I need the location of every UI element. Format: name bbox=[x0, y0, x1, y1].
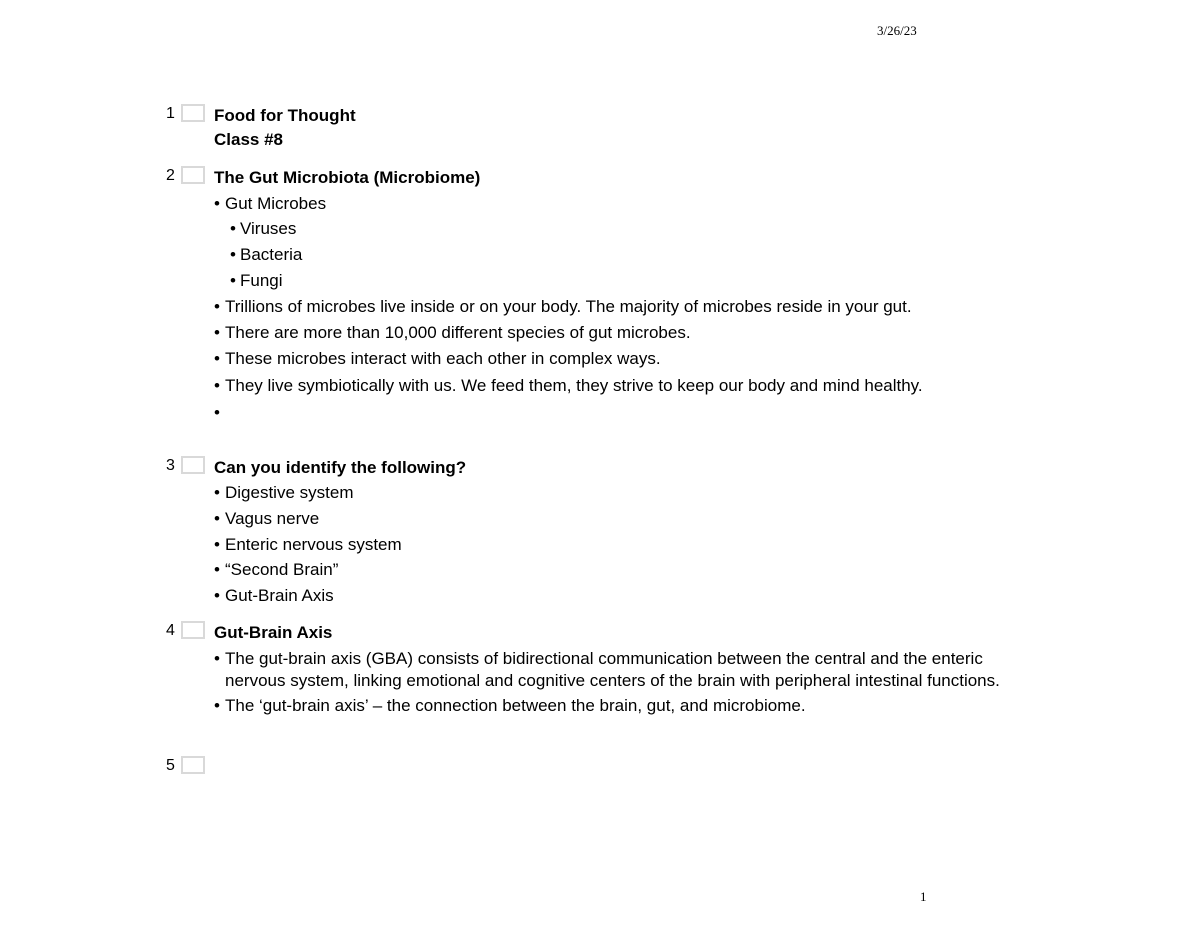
bullet-item bbox=[214, 193, 1034, 214]
bullet-text: There are more than 10,000 different species of gut microbes. bbox=[225, 323, 691, 342]
bullet-dot: • bbox=[214, 483, 220, 502]
slide-number: 5 bbox=[166, 757, 175, 774]
slide-thumbnail-box[interactable] bbox=[181, 456, 205, 474]
bullet-text: Fungi bbox=[240, 271, 283, 290]
slide-title: Can you identify the following? bbox=[214, 458, 467, 477]
slide-thumbnail-box[interactable] bbox=[181, 756, 205, 774]
bullet-item bbox=[214, 348, 1034, 369]
bullet-dot: • bbox=[214, 696, 220, 715]
bullet-item bbox=[214, 296, 1034, 317]
bullet-dot: • bbox=[230, 219, 236, 238]
bullet-text: Gut-Brain Axis bbox=[225, 586, 334, 605]
bullet-text: The ‘gut-brain axis’ – the connection between the brain, gut, and microbiome. bbox=[225, 696, 806, 715]
bullet-item bbox=[214, 695, 1034, 716]
sub-bullet-item bbox=[214, 270, 1034, 291]
slide-number: 1 bbox=[166, 105, 175, 122]
bullet-dot: • bbox=[214, 194, 220, 213]
bullet-dot: • bbox=[214, 649, 220, 668]
bullet-item bbox=[214, 374, 995, 398]
bullet-item bbox=[214, 648, 1040, 692]
slide-subtitle: Class #8 bbox=[214, 130, 283, 149]
bullet-dot: • bbox=[230, 245, 236, 264]
bullet-dot: • bbox=[214, 297, 220, 316]
bullet-text: Enteric nervous system bbox=[225, 535, 402, 554]
slide-number: 2 bbox=[166, 167, 175, 184]
slide-thumbnail-box[interactable] bbox=[181, 104, 205, 122]
bullet-dot: • bbox=[214, 403, 220, 422]
slide-number: 4 bbox=[166, 622, 175, 639]
sub-bullet-item bbox=[214, 218, 1034, 239]
bullet-text: They live symbiotically with us. We feed them, they strive to keep our body and mind healthy. bbox=[225, 376, 923, 395]
bullet-item bbox=[214, 322, 1034, 343]
bullet-dot: • bbox=[214, 376, 220, 395]
bullet-item bbox=[214, 482, 1034, 503]
bullet-text: The gut-brain axis (GBA) consists of bidirectional communication between the central and the enteric nervous system, linking emotional and cognitive centers of the brain with peripheral intestinal functions. bbox=[225, 649, 1000, 690]
slide-thumbnail-box[interactable] bbox=[181, 621, 205, 639]
slide-title: The Gut Microbiota (Microbiome) bbox=[214, 168, 481, 187]
bullet-dot: • bbox=[214, 349, 220, 368]
bullet-text: Viruses bbox=[240, 219, 297, 238]
bullet-text: These microbes interact with each other in complex ways. bbox=[225, 349, 661, 368]
bullet-item bbox=[214, 508, 1034, 529]
bullet-item-empty bbox=[214, 402, 1034, 423]
slide-thumbnail-box[interactable] bbox=[181, 166, 205, 184]
slide-title: Food for Thought bbox=[214, 106, 356, 125]
sub-bullet-item bbox=[214, 244, 1034, 265]
slide-title: Gut-Brain Axis bbox=[214, 623, 333, 642]
bullet-dot: • bbox=[214, 535, 220, 554]
bullet-dot: • bbox=[214, 323, 220, 342]
bullet-text: Gut Microbes bbox=[225, 194, 327, 213]
bullet-dot: • bbox=[214, 586, 220, 605]
bullet-text: “Second Brain” bbox=[225, 560, 339, 579]
bullet-dot: • bbox=[214, 509, 220, 528]
bullet-item bbox=[214, 559, 1034, 580]
bullet-item bbox=[214, 585, 1034, 606]
bullet-item bbox=[214, 534, 1034, 555]
bullet-text: Bacteria bbox=[240, 245, 303, 264]
bullet-dot: • bbox=[230, 271, 236, 290]
bullet-text: Vagus nerve bbox=[225, 509, 320, 528]
slide-number: 3 bbox=[166, 457, 175, 474]
bullet-text: Digestive system bbox=[225, 483, 354, 502]
page-number: 1 bbox=[920, 889, 927, 904]
header-date: 3/26/23 bbox=[877, 23, 917, 38]
bullet-dot: • bbox=[214, 560, 220, 579]
bullet-text: Trillions of microbes live inside or on your body. The majority of microbes reside in your gut. bbox=[225, 297, 912, 316]
